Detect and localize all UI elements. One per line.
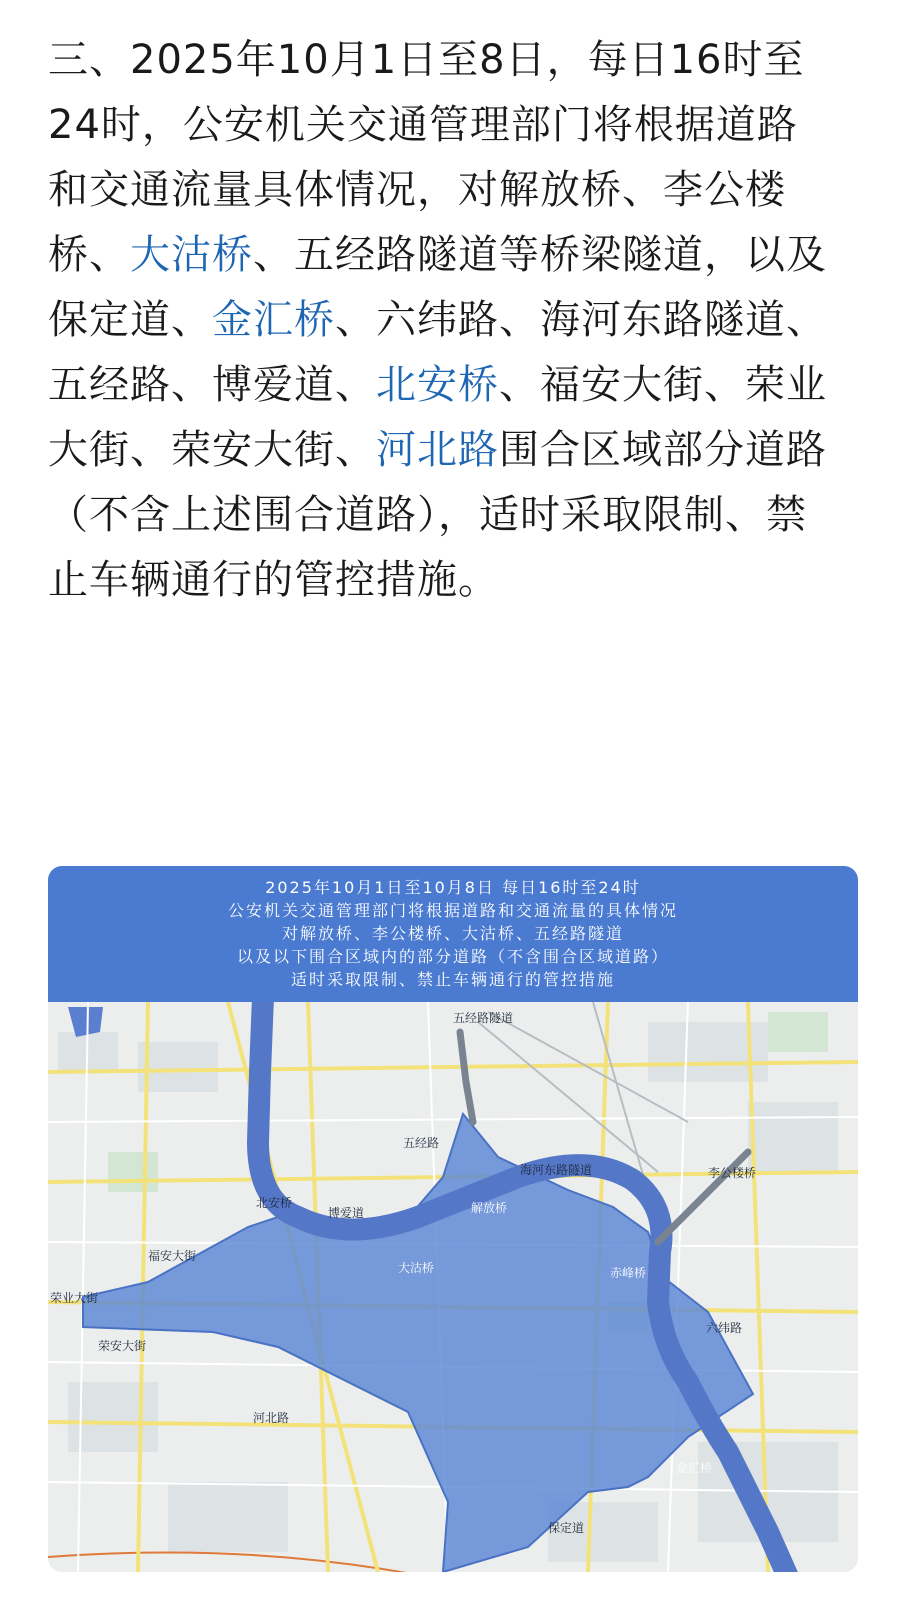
link-hebei-road[interactable]: 河北路	[376, 427, 499, 473]
label-haihe-east-tunnel: 海河东路隧道	[520, 1163, 593, 1177]
label-wujinglu-tunnel: 五经路隧道	[453, 1011, 514, 1025]
label-jinhui-bridge: 金汇桥	[676, 1461, 713, 1475]
link-beian-bridge[interactable]: 北安桥	[376, 362, 499, 408]
label-hebei-road: 河北路	[253, 1411, 290, 1425]
article-segment: 、福安大街、荣业大街、荣安大街、	[48, 362, 827, 473]
label-rongan-street: 荣安大街	[98, 1339, 147, 1353]
banner-line-4: 以及以下围合区域内的部分道路（不含围合区域道路）	[236, 947, 669, 966]
label-jiefang-bridge: 解放桥	[471, 1201, 508, 1215]
traffic-control-map[interactable]	[48, 866, 858, 1572]
link-dagu-bridge[interactable]: 大沽桥	[130, 232, 253, 278]
article-segment: 、五经路隧道等桥梁隧道，以及保定道、	[48, 232, 827, 343]
label-wujinglu: 五经路	[403, 1136, 440, 1150]
banner-line-2: 公安机关交通管理部门将根据道路和交通流量的具体情况	[227, 901, 678, 920]
article-text	[48, 28, 828, 613]
banner-line-5: 适时采取限制、禁止车辆通行的管控措施	[290, 970, 615, 989]
label-fuan-street: 福安大街	[148, 1249, 197, 1263]
label-zhijiang-bridge: 赤峰桥	[610, 1266, 647, 1280]
article-segment: 围合区域部分道路（不含上述围合道路），适时采取限制、禁止车辆通行的管控措施。	[48, 427, 827, 603]
banner-line-3: 对解放桥、李公楼桥、大沽桥、五经路隧道	[281, 924, 624, 943]
label-rongye-street: 荣业大街	[50, 1291, 99, 1305]
label-boai-road: 博爱道	[328, 1206, 365, 1220]
map-banner	[48, 866, 858, 1002]
label-liuwei-road: 六纬路	[706, 1321, 743, 1335]
article-segment: 三、2025年10月1日至8日，每日16时至24时，公安机关交通管理部门将根据道路和交通流量具体情况，对解放桥、李公楼桥、	[48, 37, 805, 278]
label-baoding-road: 保定道	[548, 1521, 585, 1535]
label-ligonglou-bridge: 李公楼桥	[708, 1166, 757, 1180]
link-jinhui-bridge[interactable]: 金汇桥	[212, 297, 335, 343]
article-segment: 、六纬路、海河东路隧道、五经路、博爱道、	[48, 297, 827, 408]
label-beian-bridge: 北安桥	[256, 1196, 293, 1210]
map-canvas	[48, 1002, 858, 1572]
banner-line-1: 2025年10月1日至10月8日 每日16时至24时	[265, 878, 641, 897]
label-dagu-bridge: 大沽桥	[398, 1261, 435, 1275]
